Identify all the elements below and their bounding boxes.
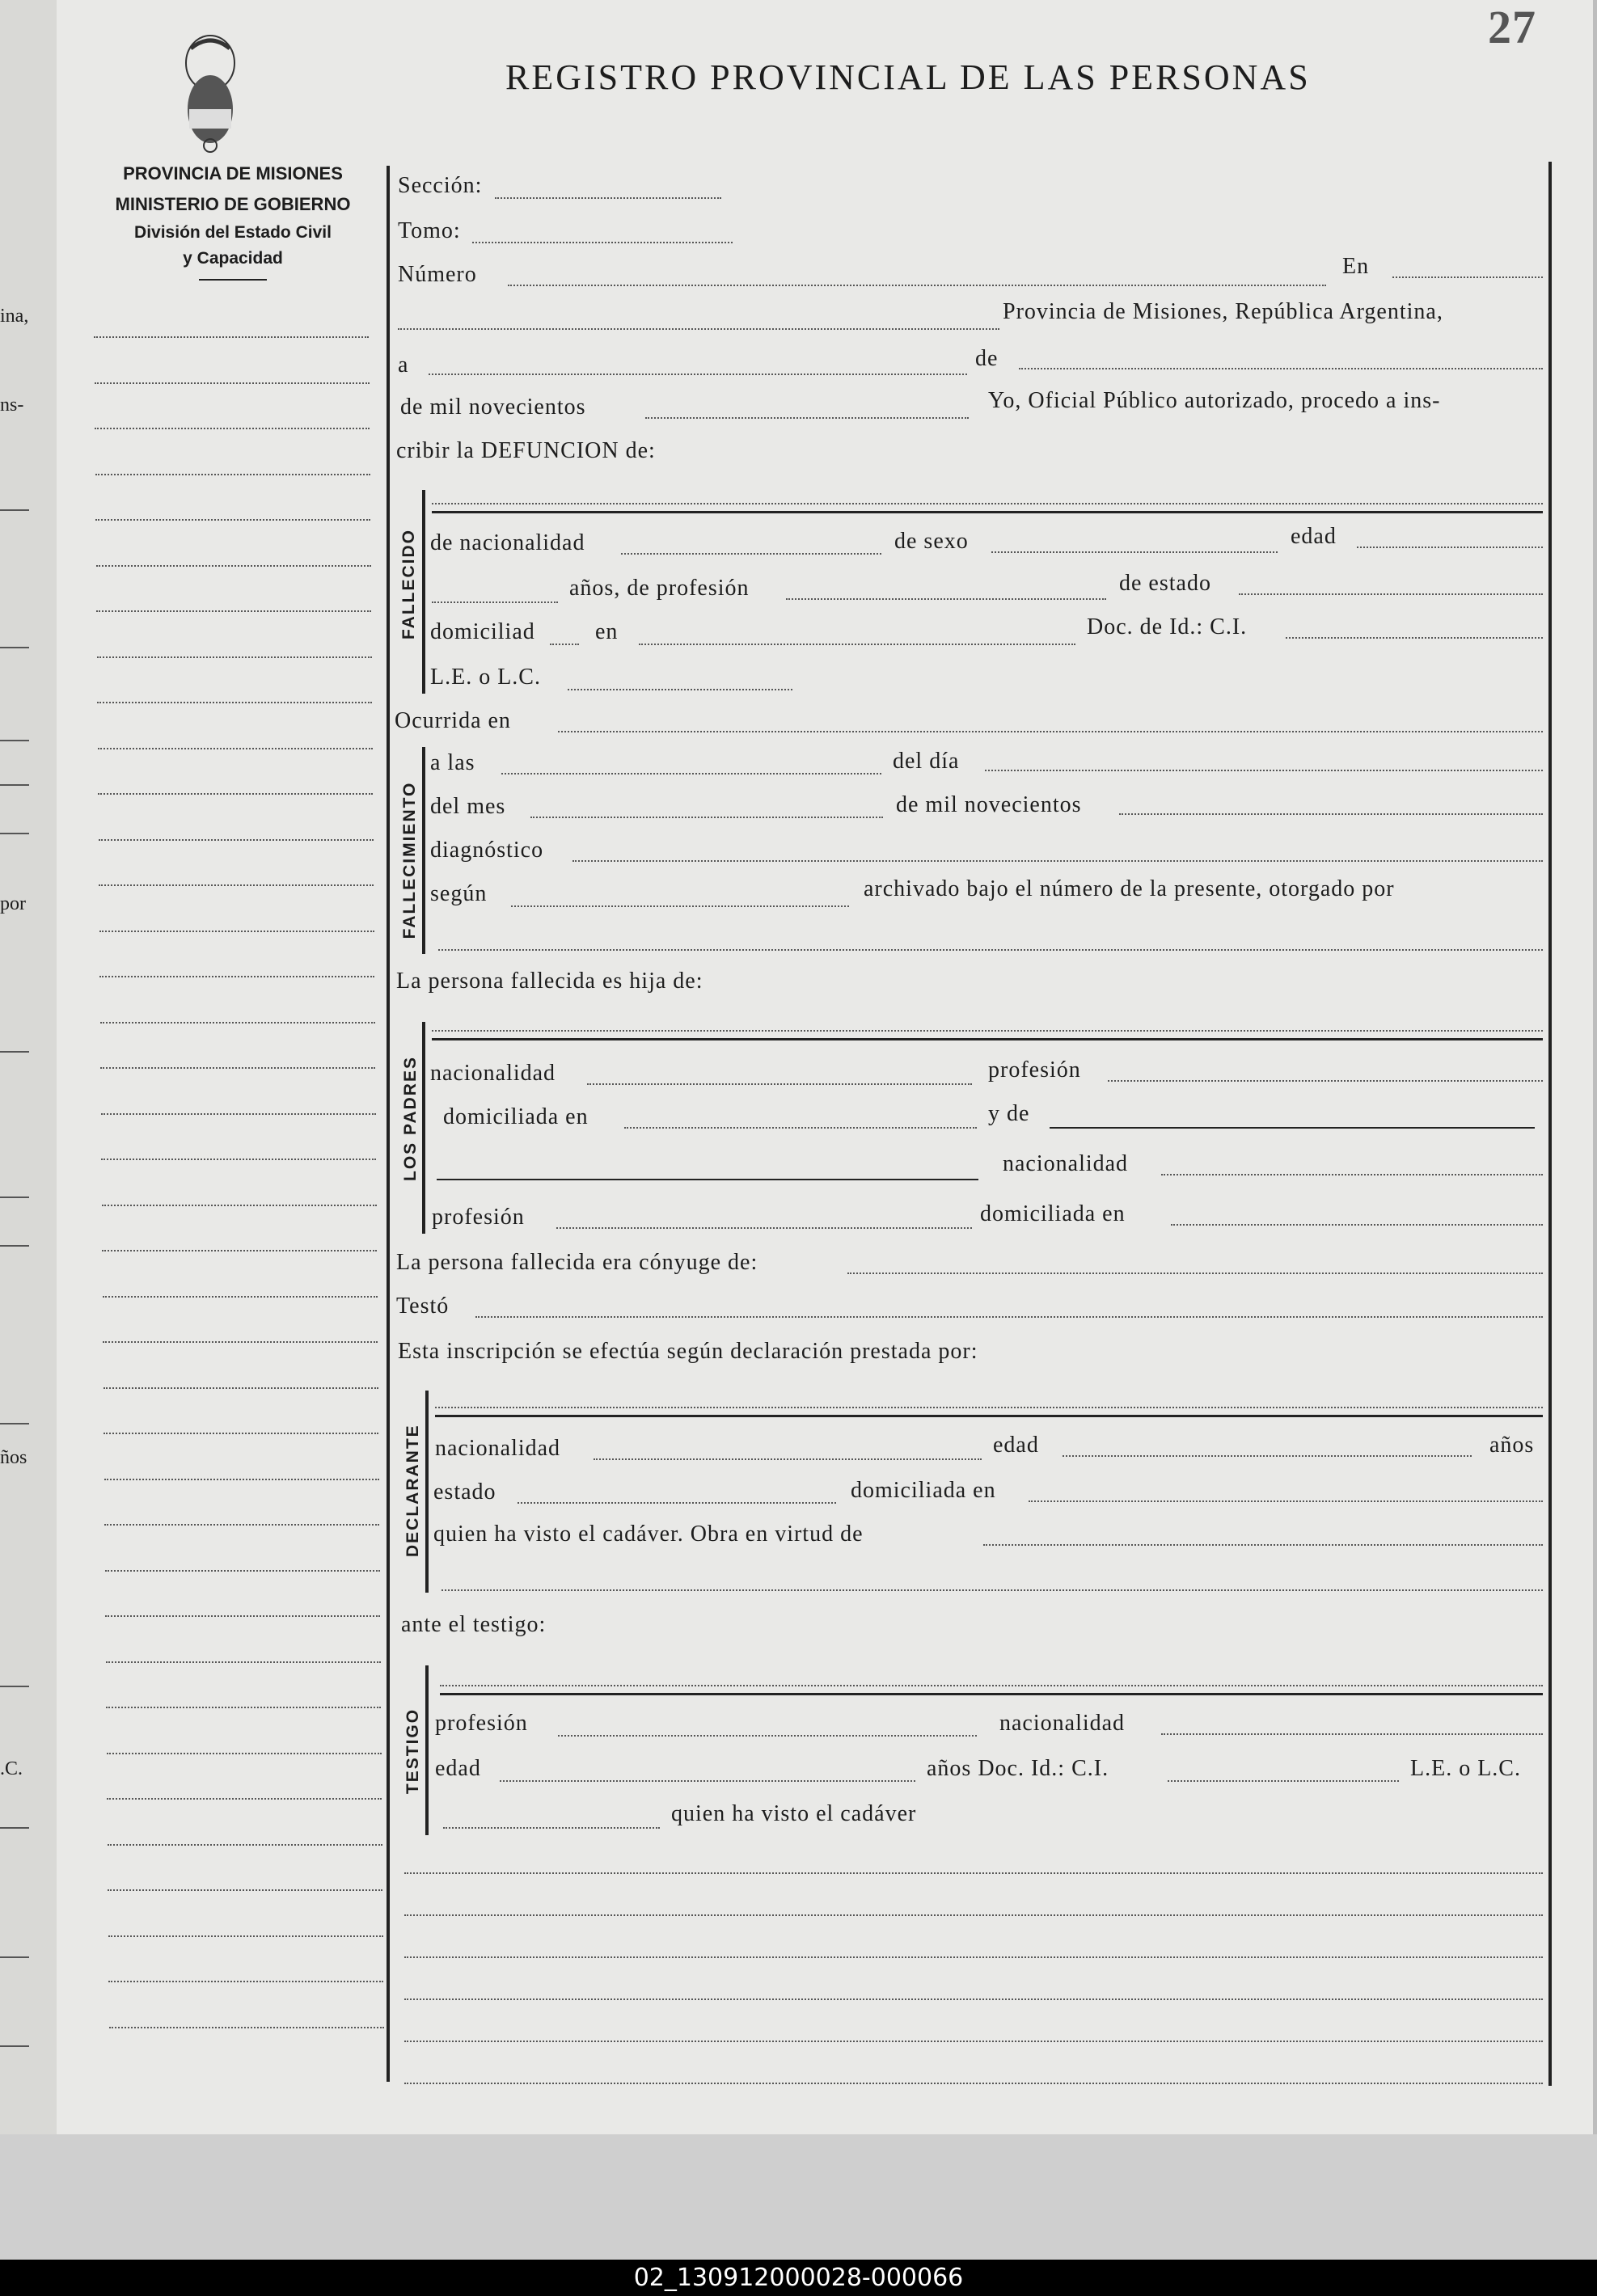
- label-domiciliada-declarante: domiciliada en: [851, 1478, 996, 1503]
- label-segun: según: [430, 881, 488, 906]
- margin-annotation-line[interactable]: [106, 1707, 381, 1708]
- field-en[interactable]: [1392, 276, 1543, 278]
- label-de-mil: de mil novecientos: [400, 395, 586, 420]
- margin-annotation-line[interactable]: [95, 474, 370, 475]
- label-doc-id: Doc. de Id.: C.I.: [1087, 614, 1248, 639]
- header-division: División del Estado Civil: [134, 223, 332, 242]
- margin-annotation-line[interactable]: [108, 1935, 383, 1937]
- margin-annotation-line[interactable]: [99, 976, 374, 977]
- notes-line[interactable]: [404, 1914, 1543, 1916]
- margin-annotation-line[interactable]: [107, 1753, 382, 1754]
- margin-annotation-line[interactable]: [109, 2027, 384, 2028]
- field-declarante-nombre[interactable]: [435, 1407, 1543, 1408]
- label-ocurrida: Ocurrida en: [395, 708, 511, 733]
- field-numero[interactable]: [508, 285, 1326, 286]
- label-hija-de: La persona fallecida es hija de:: [396, 969, 703, 994]
- label-del-mes: del mes: [430, 794, 506, 819]
- header-ministry: MINISTERIO DE GOBIERNO: [115, 194, 351, 214]
- margin-annotation-line[interactable]: [98, 793, 373, 795]
- padres-bracket: [422, 1022, 425, 1234]
- label-en-domicilio: en: [595, 619, 619, 644]
- field-obra-en-virtud[interactable]: [983, 1544, 1543, 1546]
- margin-annotation-line[interactable]: [94, 336, 369, 338]
- fallecimiento-bracket: [422, 747, 425, 954]
- label-de-mil-fallecimiento: de mil novecientos: [896, 792, 1082, 817]
- field-nacionalidad-madre[interactable]: [1161, 1174, 1543, 1175]
- label-profesion-padre: profesión: [988, 1057, 1081, 1083]
- field-ocurrida[interactable]: [558, 731, 1543, 732]
- label-domiciliada-padre: domiciliada en: [443, 1104, 589, 1129]
- section-label-declarante: DECLARANTE: [403, 1424, 422, 1557]
- field-padre-nombre[interactable]: [432, 1030, 1543, 1032]
- label-domiciliada-madre: domiciliada en: [980, 1201, 1126, 1226]
- fallecido-bracket: [422, 490, 425, 694]
- label-quien-visto-testigo: quien ha visto el cadáver: [671, 1801, 917, 1826]
- field-domicilio[interactable]: [639, 644, 1075, 645]
- section-label-padres: LOS PADRES: [401, 1056, 420, 1181]
- section-label-fallecido: FALLECIDO: [399, 529, 418, 639]
- field-dia[interactable]: [429, 374, 967, 375]
- label-anos-declarante: años: [1489, 1433, 1535, 1458]
- label-anos-profesion: años, de profesión: [569, 576, 750, 601]
- margin-annotation-line[interactable]: [102, 1250, 377, 1251]
- field-profesion-padre[interactable]: [1108, 1080, 1543, 1082]
- label-conyuge: La persona fallecida era cónyuge de:: [396, 1250, 758, 1275]
- notes-line[interactable]: [404, 1872, 1543, 1874]
- label-del-dia: del día: [893, 749, 960, 774]
- field-seccion[interactable]: [495, 197, 721, 199]
- label-profesion-madre: profesión: [432, 1205, 525, 1230]
- field-profesion-madre[interactable]: [556, 1227, 972, 1229]
- field-nacionalidad-declarante[interactable]: [594, 1458, 982, 1460]
- left-page-fragment: ina,: [0, 306, 29, 327]
- margin-annotation-line[interactable]: [108, 1844, 382, 1846]
- notes-line[interactable]: [404, 2041, 1543, 2042]
- field-le-lc[interactable]: [568, 689, 792, 690]
- label-nacionalidad-padre: nacionalidad: [430, 1061, 556, 1086]
- left-page-fragment: ños: [0, 1447, 27, 1468]
- image-caption: 02_130912000028-000066: [0, 2260, 1597, 2296]
- previous-page-edge: [0, 0, 57, 2150]
- field-conyuge[interactable]: [847, 1273, 1543, 1274]
- field-domicilio-declarante[interactable]: [1029, 1500, 1543, 1502]
- label-anos-doc-testigo: años Doc. Id.: C.I.: [927, 1756, 1109, 1781]
- label-de: de: [975, 346, 999, 371]
- notes-line[interactable]: [404, 1956, 1543, 1958]
- document-title: REGISTRO PROVINCIAL DE LAS PERSONAS: [505, 57, 1311, 97]
- declarante-bracket: [425, 1391, 429, 1593]
- label-edad-testigo: edad: [435, 1756, 481, 1781]
- margin-annotation-line[interactable]: [101, 1159, 376, 1160]
- label-testo: Testó: [396, 1294, 450, 1319]
- label-edad: edad: [1291, 524, 1337, 549]
- margin-annotation-line[interactable]: [104, 1433, 378, 1434]
- field-nacionalidad-padre[interactable]: [587, 1083, 972, 1085]
- left-page-fragment: por: [0, 893, 26, 914]
- margin-annotation-line[interactable]: [99, 839, 374, 841]
- margin-annotation-line[interactable]: [100, 1067, 375, 1069]
- margin-annotation-line[interactable]: [95, 428, 370, 429]
- label-a: a: [398, 352, 409, 378]
- label-ante-testigo: ante el testigo:: [401, 1612, 547, 1637]
- margin-annotation-line[interactable]: [99, 884, 374, 886]
- field-tomo[interactable]: [472, 242, 733, 243]
- margin-annotation-line[interactable]: [107, 1798, 382, 1800]
- field-edad-testigo[interactable]: [500, 1780, 915, 1782]
- field-segun[interactable]: [511, 905, 849, 907]
- testigo-bracket: [425, 1665, 429, 1835]
- margin-annotation-line[interactable]: [104, 1524, 379, 1526]
- field-edad-declarante[interactable]: [1063, 1455, 1472, 1457]
- field-testigo-extra[interactable]: [443, 1827, 660, 1829]
- field-edad[interactable]: [1357, 547, 1543, 548]
- field-hora[interactable]: [501, 773, 881, 774]
- label-nacionalidad-madre: nacionalidad: [1003, 1151, 1129, 1176]
- margin-annotation-line[interactable]: [96, 565, 371, 567]
- field-ano[interactable]: [645, 417, 969, 419]
- margin-annotation-line[interactable]: [101, 1113, 376, 1115]
- left-page-fragment: .C.: [0, 1758, 23, 1779]
- margin-annotation-line[interactable]: [97, 656, 372, 658]
- label-nacionalidad-declarante: nacionalidad: [435, 1436, 561, 1461]
- field-mes-fallecimiento[interactable]: [530, 817, 883, 818]
- header-province: PROVINCIA DE MISIONES: [123, 163, 343, 184]
- label-cribir-defuncion: cribir la DEFUNCION de:: [396, 438, 656, 463]
- label-en: En: [1342, 254, 1370, 279]
- margin-annotation-line[interactable]: [108, 1889, 382, 1891]
- label-estado: de estado: [1119, 571, 1211, 596]
- label-sexo: de sexo: [894, 529, 969, 554]
- margin-annotation-line[interactable]: [108, 1981, 383, 1982]
- margin-annotation-line[interactable]: [95, 382, 370, 384]
- label-numero: Número: [398, 262, 477, 287]
- label-a-las: a las: [430, 750, 475, 775]
- label-tomo: Tomo:: [398, 218, 461, 243]
- label-estado-declarante: estado: [433, 1479, 496, 1505]
- field-dia-fallecimiento[interactable]: [985, 770, 1543, 771]
- field-madre-nombre-cont[interactable]: [437, 1179, 978, 1180]
- field-mes[interactable]: [1019, 368, 1543, 369]
- header-capacity: y Capacidad: [183, 249, 283, 268]
- label-declaracion: Esta inscripción se efectúa según declaración prestada por:: [398, 1339, 978, 1364]
- field-domicilio-madre[interactable]: [1171, 1224, 1543, 1226]
- margin-annotation-line[interactable]: [100, 1022, 375, 1023]
- label-y-de: y de: [988, 1101, 1030, 1126]
- label-provincia: Provincia de Misiones, República Argentina,: [1003, 299, 1443, 324]
- field-profesion[interactable]: [786, 598, 1106, 600]
- background-surface: [0, 2134, 1597, 2260]
- page-number: 27: [1488, 1, 1536, 53]
- label-oficial: Yo, Oficial Público autorizado, procedo a ins-: [988, 388, 1441, 413]
- field-lugar[interactable]: [398, 328, 999, 330]
- coat-of-arms-emblem: [184, 32, 236, 162]
- section-label-fallecimiento: FALLECIMIENTO: [400, 781, 419, 939]
- label-quien-visto-declarante: quien ha visto el cadáver. Obra en virtud de: [433, 1522, 864, 1547]
- field-profesion-testigo[interactable]: [558, 1735, 977, 1737]
- field-anos[interactable]: [432, 601, 558, 603]
- margin-annotation-line[interactable]: [105, 1615, 380, 1617]
- margin-annotation-line[interactable]: [98, 748, 373, 749]
- label-le-lc-testigo: L.E. o L.C.: [1410, 1756, 1521, 1781]
- field-ci-testigo[interactable]: [1168, 1780, 1399, 1782]
- margin-annotation-line[interactable]: [97, 702, 372, 703]
- field-domiciliad-suffix[interactable]: [550, 644, 579, 645]
- label-nacionalidad-testigo: nacionalidad: [999, 1711, 1126, 1736]
- field-estado[interactable]: [1239, 593, 1543, 595]
- label-profesion-testigo: profesión: [435, 1711, 528, 1736]
- field-testo[interactable]: [475, 1316, 1543, 1318]
- margin-annotation-line[interactable]: [104, 1387, 378, 1389]
- margin-annotation-line[interactable]: [105, 1570, 380, 1572]
- margin-annotation-line[interactable]: [95, 519, 370, 521]
- margin-annotation-line[interactable]: [99, 931, 374, 932]
- field-sexo[interactable]: [991, 551, 1278, 553]
- field-nombre-fallecido[interactable]: [432, 503, 1543, 504]
- margin-annotation-line[interactable]: [106, 1661, 381, 1663]
- field-nacionalidad-testigo[interactable]: [1161, 1733, 1543, 1735]
- field-otorgado-por[interactable]: [438, 949, 1543, 951]
- label-le-lc: L.E. o L.C.: [430, 665, 541, 690]
- field-domicilio-padre[interactable]: [624, 1127, 977, 1129]
- field-nacionalidad[interactable]: [621, 553, 881, 555]
- field-diagnostico[interactable]: [572, 860, 1543, 862]
- field-declarante-extra[interactable]: [441, 1589, 1543, 1591]
- margin-annotation-line[interactable]: [96, 610, 371, 612]
- notes-line[interactable]: [404, 1998, 1543, 2000]
- field-testigo-nombre[interactable]: [440, 1685, 1543, 1686]
- field-ano-fallecimiento[interactable]: [1119, 813, 1543, 815]
- label-nacionalidad: de nacionalidad: [430, 530, 585, 555]
- field-madre-nombre[interactable]: [1050, 1127, 1535, 1129]
- notes-line[interactable]: [404, 2083, 1543, 2084]
- margin-column-divider: [387, 166, 390, 2082]
- field-estado-declarante[interactable]: [518, 1502, 836, 1504]
- label-edad-declarante: edad: [993, 1433, 1039, 1458]
- label-archivado: archivado bajo el número de la presente, otorgado por: [864, 876, 1395, 901]
- label-seccion: Sección:: [398, 173, 483, 198]
- form-right-border: [1548, 162, 1552, 2086]
- margin-annotation-line[interactable]: [103, 1296, 378, 1298]
- margin-annotation-line[interactable]: [103, 1341, 378, 1343]
- margin-annotation-line[interactable]: [102, 1205, 377, 1206]
- section-label-testigo: TESTIGO: [403, 1707, 422, 1795]
- label-domiciliad: domiciliad: [430, 619, 535, 644]
- margin-annotation-line[interactable]: [104, 1479, 379, 1480]
- left-page-fragment: ns-: [0, 395, 24, 416]
- field-ci[interactable]: [1286, 637, 1543, 639]
- label-diagnostico: diagnóstico: [430, 838, 544, 863]
